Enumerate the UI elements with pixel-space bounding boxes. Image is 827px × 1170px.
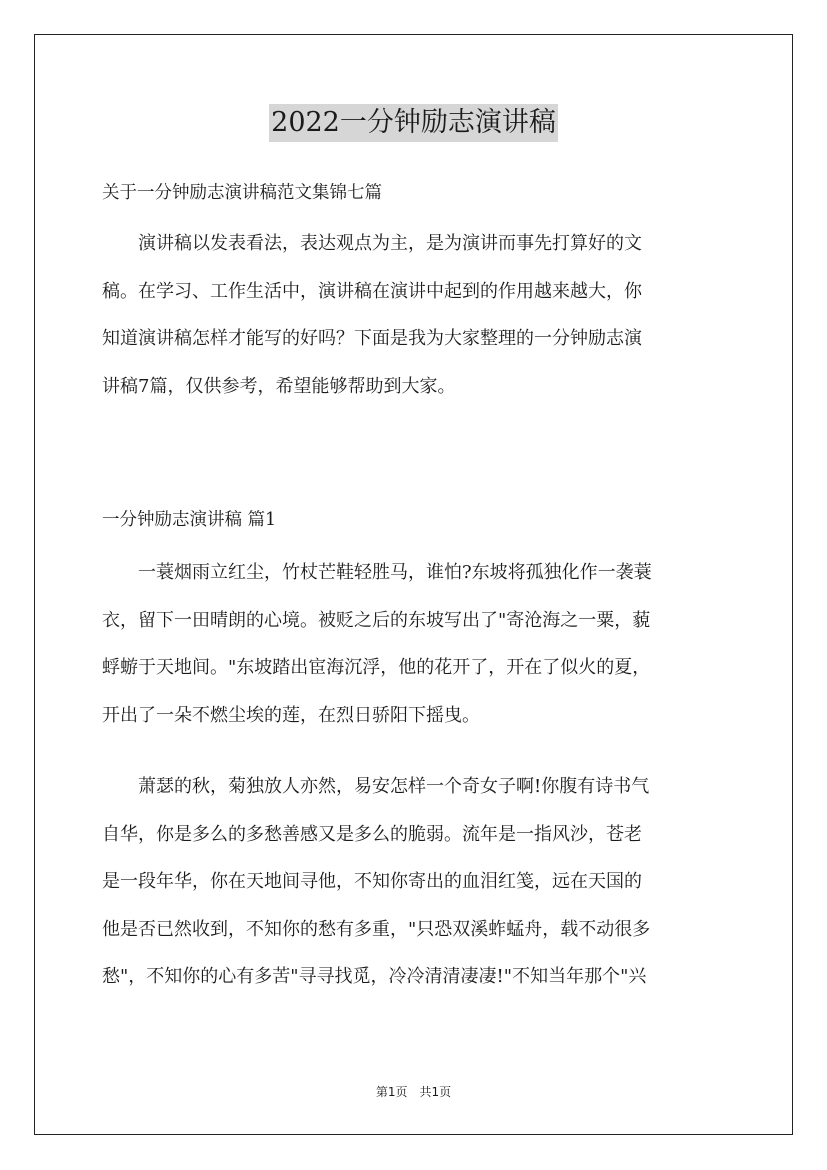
paragraph-2	[102, 763, 742, 1001]
section-heading: 一分钟励志演讲稿 篇1	[102, 510, 277, 530]
paragraph-line: 是一段年华，你在天地间寻他，不知你寄出的血泪红笺，远在天国的	[102, 871, 642, 892]
paragraph-line: 一蓑烟雨立红尘，竹杖芒鞋轻胜马，谁怕?东坡将孤独化作一袭蓑	[102, 562, 652, 583]
paragraph-line: 愁"，不知你的心有多苦"寻寻找觅，冷冷清清凄凄!"不知当年那个"兴	[102, 966, 647, 987]
intro-line: 稿。在学习、工作生活中，演讲稿在演讲中起到的作用越来越大，你	[102, 280, 642, 302]
paragraph-line: 蜉蝣于天地间。"东坡踏出宦海沉浮，他的花开了，开在了似火的夏，	[102, 657, 651, 678]
intro-line: 知道演讲稿怎样才能写的好吗？下面是我为大家整理的一分钟励志演	[102, 328, 642, 349]
intro-line: 讲稿7篇，仅供参考，希望能够帮助到大家。	[102, 375, 456, 397]
intro-line: 演讲稿以发表看法，表达观点为主，是为演讲而事先打算好的文	[102, 233, 642, 254]
paragraph-line: 自华，你是多么的多愁善感又是多么的脆弱。流年是一指风沙，苍老	[102, 823, 642, 845]
document-subtitle: 关于一分钟励志演讲稿范文集锦七篇	[102, 183, 382, 203]
page-footer: 第1页 共1页	[375, 1085, 452, 1099]
title-wrap	[0, 104, 827, 142]
document-title: 2022一分钟励志演讲稿	[269, 104, 558, 142]
paragraph-line: 萧瑟的秋，菊独放人亦然，易安怎样一个奇女子啊!你腹有诗书气	[102, 776, 650, 797]
paragraph-line: 他是否已然收到，不知你的愁有多重，"只恐双溪蚱蜢舟，载不动很多	[102, 918, 651, 940]
paragraph-1	[102, 549, 742, 739]
intro-paragraph	[102, 220, 742, 410]
paragraph-line: 开出了一朵不燃尘埃的莲，在烈日骄阳下摇曳。	[102, 704, 480, 726]
paragraph-line: 衣，留下一田晴朗的心境。被贬之后的东坡写出了"寄沧海之一粟，藐	[102, 609, 651, 631]
